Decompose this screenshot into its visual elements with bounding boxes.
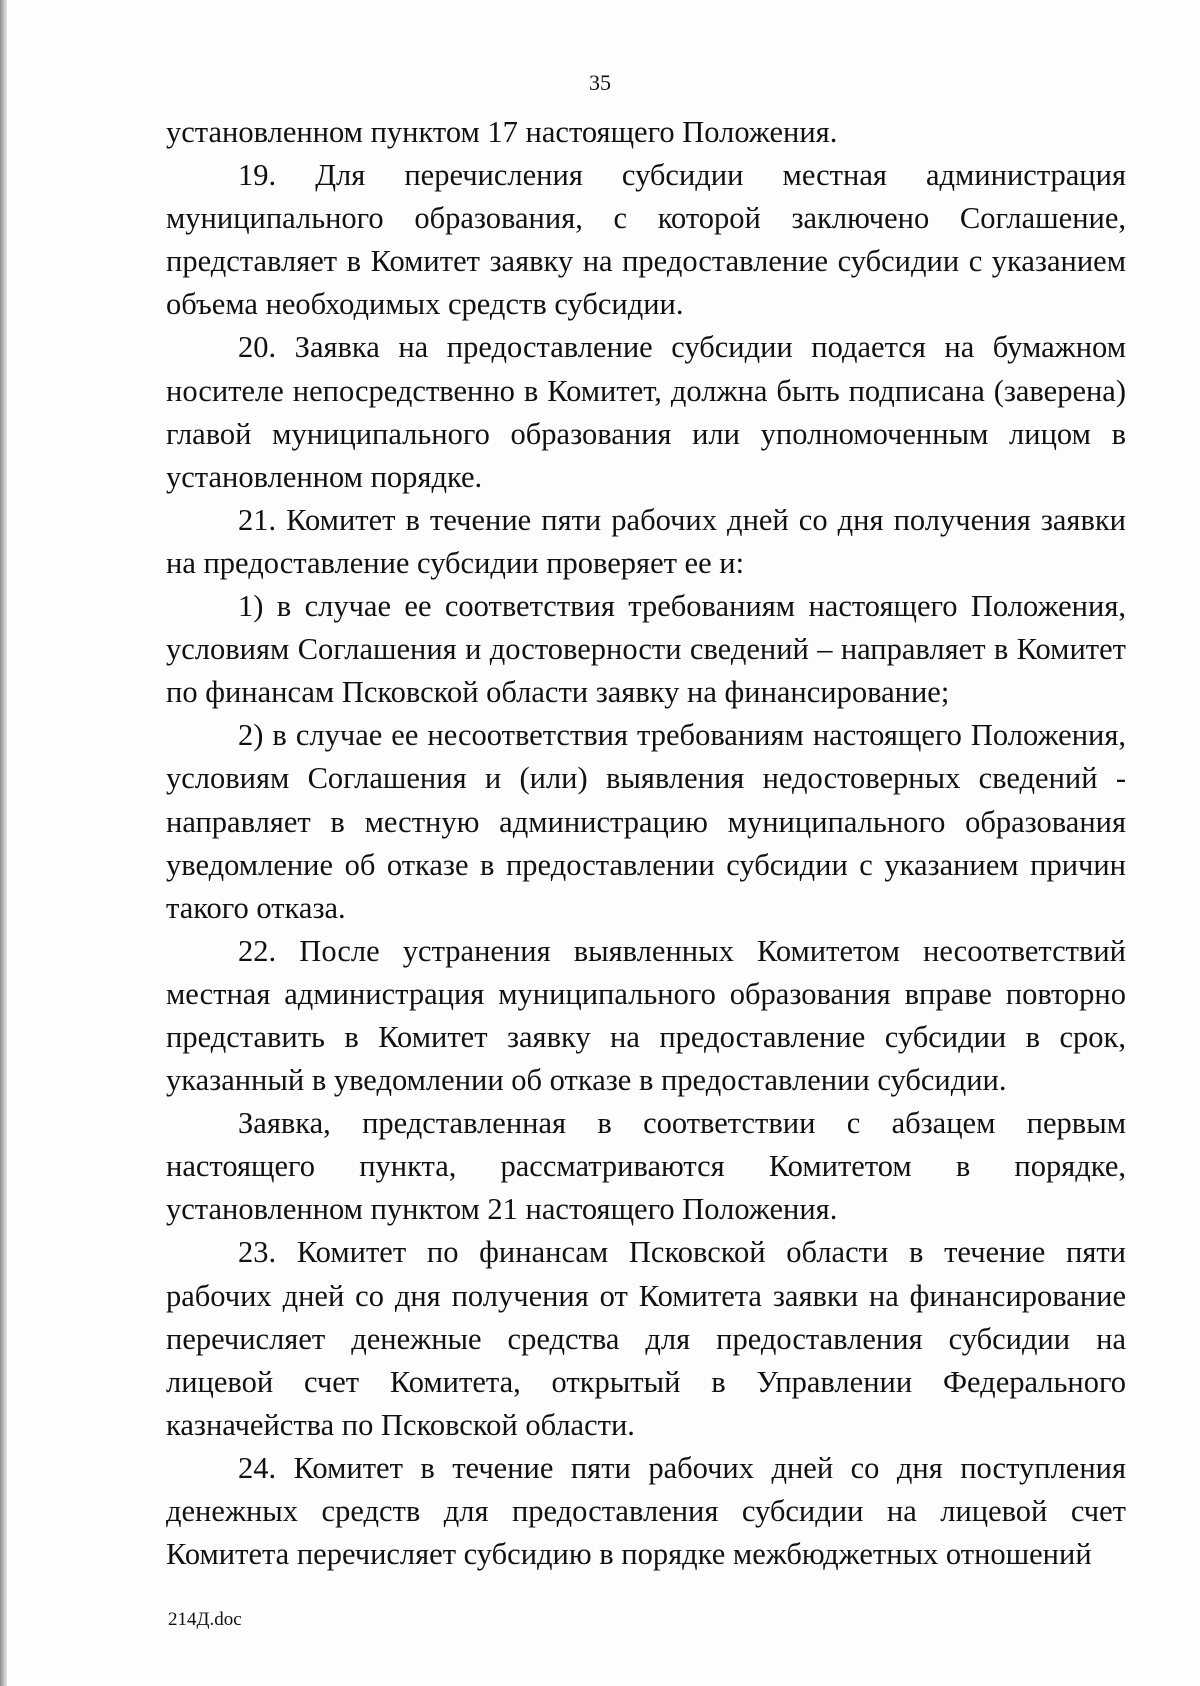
paragraph-24: 24. Комитет в течение пяти рабочих дней со дня поступления денежных средств для предоставления субсидии на лицевой счет Комитета перечисляет субсидию в порядке межбюджетных отношений (166, 1450, 1126, 1572)
paragraph-21-item-1: 1) в случае ее соответствия требованиям настоящего Положения, условиям Соглашения и достоверности сведений – направляет в Комитет по финансам Псковской области заявку на финансирование; (166, 589, 1126, 710)
scan-edge (0, 0, 7, 1686)
paragraph-19: 19. Для перечисления субсидии местная администрация муниципального образования, с которой заключено Соглашение, представляет в Комитет заявку на предоставление субсидии с указанием объема необходимых средств субсидии. (166, 158, 1126, 322)
paragraph-22: 22. После устранения выявленных Комитетом несоответствий местная администрация муниципального образования вправе повторно представить в Комитет заявку на предоставление субсидии в срок, указанный в уведомлении об отказе в предоставлении субсидии. (166, 933, 1126, 1098)
paragraph-21: 21. Комитет в течение пяти рабочих дней со дня получения заявки на предоставление субсидии проверяет ее и: (166, 502, 1126, 580)
paragraph-21-item-2: 2) в случае ее несоответствия требованиям настоящего Положения, условиям Соглашения и (или) выявления недостоверных сведений - направляет в местную администрацию муниципального образования уведомление об отказе в предоставлении субсидии с указанием причин такого отказа. (166, 718, 1126, 925)
paragraph-20: 20. Заявка на предоставление субсидии подается на бумажном носителе непосредственно в Комитет, должна быть подписана (заверена) главой муниципального образования или уполномоченным лицом в установленном порядке. (166, 330, 1126, 494)
paragraph-22-part-2: Заявка, представленная в соответствии с абзацем первым настоящего пункта, рассматриваются Комитетом в порядке, установленном пунктом 21 настоящего Положения. (166, 1106, 1126, 1227)
paragraph-23: 23. Комитет по финансам Псковской области в течение пяти рабочих дней со дня получения от Комитета заявки на финансирование перечисляет денежные средства для предоставления субсидии на лицевой счет Комитета, открытый в Управлении Федерального казначейства по Псковской области. (166, 1235, 1126, 1442)
document-body (166, 111, 1126, 1576)
paragraph-continuation: установленном пунктом 17 настоящего Положения. (166, 115, 838, 149)
page-number: 35 (589, 70, 611, 95)
footer-file-name: 214Д.doc (168, 1609, 242, 1630)
